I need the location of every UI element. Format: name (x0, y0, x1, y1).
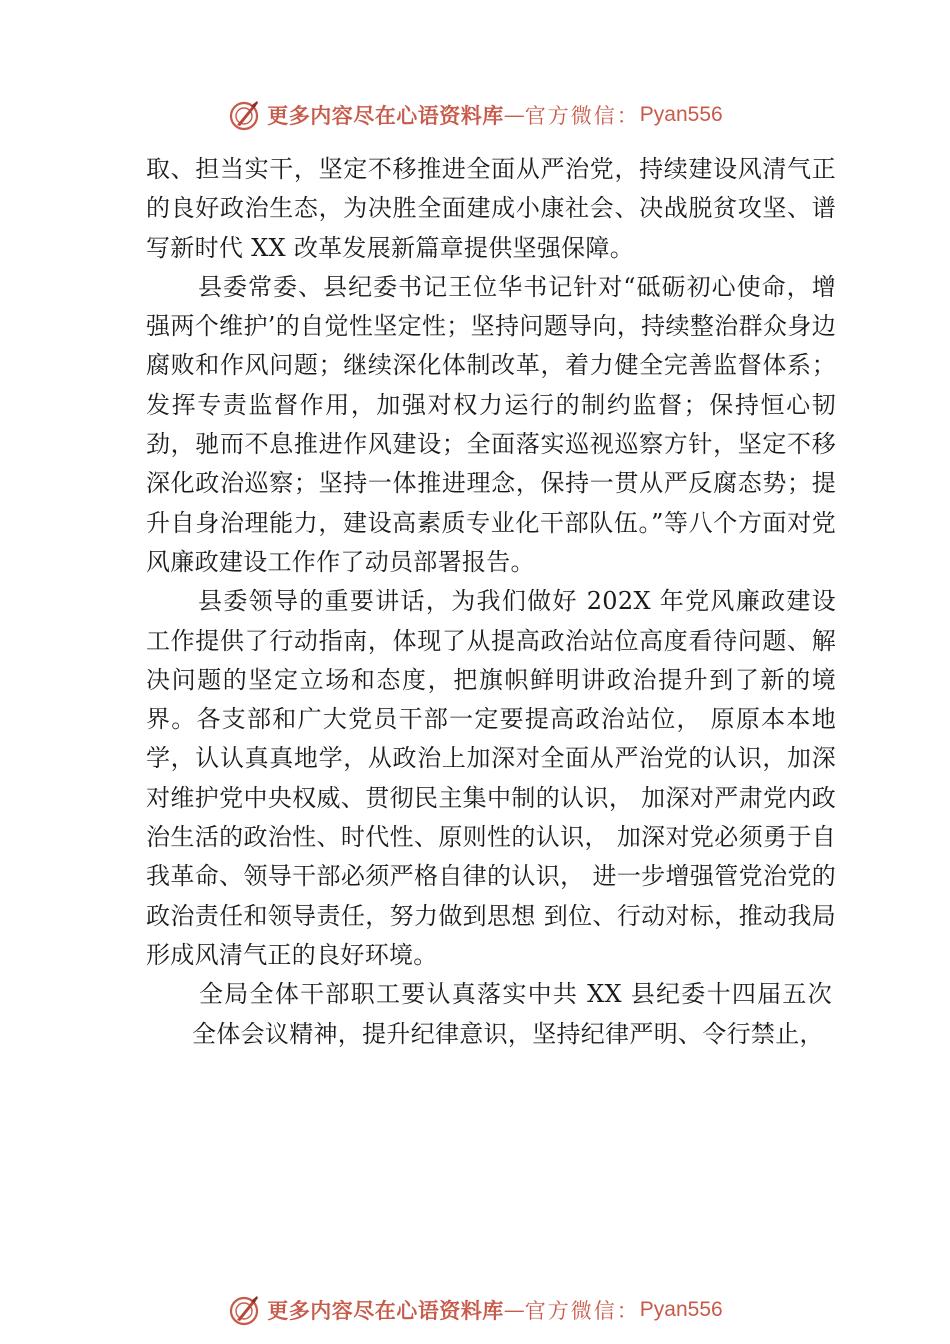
watermark-label: 官方微信： (524, 104, 640, 128)
watermark-dash: — (503, 1298, 525, 1322)
footer-watermark (0, 1290, 950, 1330)
document-body (146, 150, 836, 1054)
watermark-dash: — (503, 103, 525, 127)
paragraph-2: 县委常委、县纪委书记王位华书记针对“砥砺初心使命，增强两个维护’的自觉性坚定性；坚持问题导向，持续整治群众身边腐败和作风问题；继续深化体制改革，着力健全完善监督体系；发挥专责监督作用，加强对权力运行的制约监督；保持恒心韧劲，驰而不息推进作风建设；全面落实巡视巡察方针，坚定不移深化政治巡察；坚持一体推进理念，保持一贯从严反腐态势；提升自身治理能力，建设高素质专业化干部队伍。”等八个方面对党风廉政建设工作作了动员部署报告。 (146, 272, 836, 576)
paragraph-4: 全局全体干部职工要认真落实中共 XX 县纪委十四届五次全体会议精神，提升纪律意识，坚持纪律严明、令行禁止， (192, 980, 832, 1048)
watermark-label: 官方微信： (524, 1299, 640, 1323)
watermark-wechat-id: Pyan556 (639, 103, 723, 126)
quill-seal-icon (227, 98, 261, 132)
paragraph-3: 县委领导的重要讲话，为我们做好 202X 年党风廉政建设工作提供了行动指南，体现了从提高政治站位高度看待问题、解决问题的坚定立场和态度，把旗帜鲜明讲政治提升到了新的境界。各支部和广大党员干部一定要提高政治站位， 原原本本地学，认认真真地学，从政治上加深对全面从严治党的认识，加深对维护党中央权威、贯彻民主集中制的认识， 加深对严肃党内政治生活的政治性、时代性、原则性的认识， 加深对党必须勇于自我革命、领导干部必须严格自律的认识， 进一步增强管党治党的政治责任和领导责任，努力做到思想 到位、行动对标，推动我局形成风清气正的良好环境。 (146, 587, 836, 969)
quill-seal-icon (227, 1293, 261, 1327)
watermark-title: 更多内容尽在心语资料库 (267, 1298, 504, 1323)
header-watermark (0, 95, 950, 135)
paragraph-1: 取、担当实干，坚定不移推进全面从严治党，持续建设风清气正的良好政治生态，为决胜全面建成小康社会、决战脱贫攻坚、谱写新时代 XX 改革发展新篇章提供坚强保障。 (146, 155, 836, 262)
watermark-wechat-id: Pyan556 (639, 1298, 723, 1321)
watermark-title: 更多内容尽在心语资料库 (267, 103, 504, 128)
